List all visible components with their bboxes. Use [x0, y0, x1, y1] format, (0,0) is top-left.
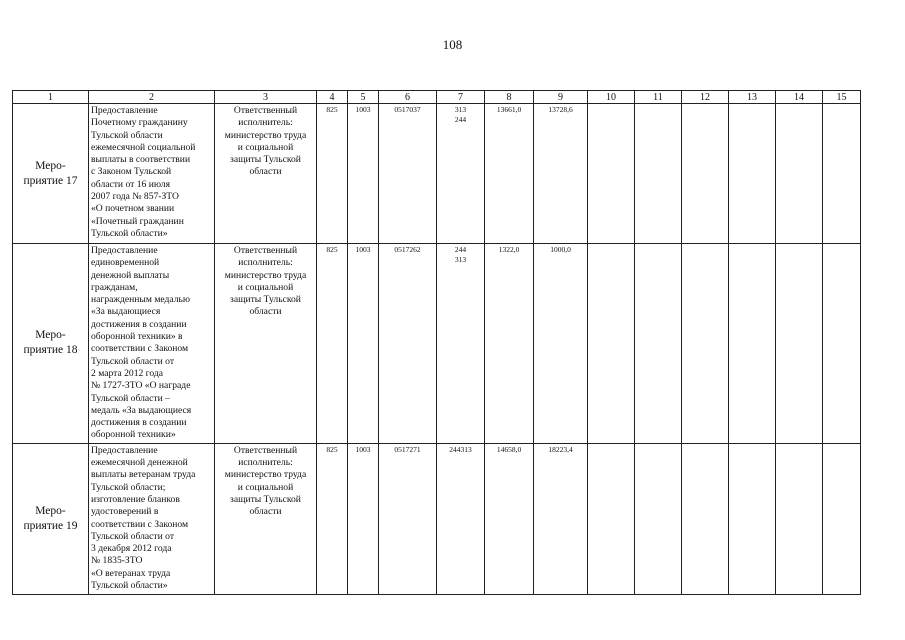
amount-col-9: 13728,6	[534, 104, 588, 244]
column-header: 14	[776, 91, 823, 104]
column-header: 8	[485, 91, 534, 104]
target-article-code: 0517262	[379, 244, 437, 444]
event-label: Меро- приятие 19	[23, 504, 78, 532]
section-code: 1003	[348, 104, 379, 244]
table-row	[13, 104, 861, 244]
page-number: 108	[442, 37, 463, 52]
column-header: 12	[682, 91, 729, 104]
column-header: 1	[13, 91, 89, 104]
amount-col-12	[682, 244, 729, 444]
column-header: 13	[729, 91, 776, 104]
target-article-code: 0517271	[379, 443, 437, 594]
column-header: 6	[379, 91, 437, 104]
amount-col-14	[776, 443, 823, 594]
amount-col-11	[635, 443, 682, 594]
column-header: 9	[534, 91, 588, 104]
expense-type-code: 313 244	[437, 104, 485, 244]
column-header: 3	[215, 91, 317, 104]
table-row	[13, 244, 861, 444]
event-label-cell	[13, 443, 89, 594]
column-header: 4	[317, 91, 348, 104]
event-label-cell	[13, 104, 89, 244]
event-description: Предоставление Почетному гражданину Тульской области ежемесячной социальной выплаты в соответствии с Законом Тульской области от 16 июля 2007 года № 857-ЗТО «О почетном звании «Почетный гражданин Тульской области»	[89, 104, 215, 244]
grbs-code: 825	[317, 443, 348, 594]
amount-col-13	[729, 104, 776, 244]
amount-col-11	[635, 104, 682, 244]
column-header: 15	[823, 91, 861, 104]
responsible-executor: Ответственный исполнитель: министерство труда и социальной защиты Тульской области	[215, 244, 317, 444]
grbs-code: 825	[317, 244, 348, 444]
amount-col-9: 18223,4	[534, 443, 588, 594]
amount-col-12	[682, 104, 729, 244]
amount-col-8: 13661,0	[485, 104, 534, 244]
responsible-executor: Ответственный исполнитель: министерство труда и социальной защиты Тульской области	[215, 443, 317, 594]
expense-type-code: 244 313	[437, 244, 485, 444]
amount-col-10	[588, 104, 635, 244]
amount-col-15	[823, 443, 861, 594]
section-code: 1003	[348, 443, 379, 594]
amount-col-8: 1322,0	[485, 244, 534, 444]
amount-col-10	[588, 244, 635, 444]
target-article-code: 0517037	[379, 104, 437, 244]
amount-col-11	[635, 244, 682, 444]
amount-col-14	[776, 244, 823, 444]
column-header: 5	[348, 91, 379, 104]
event-description: Предоставление ежемесячной денежной выплаты ветеранам труда Тульской области; изготовление бланков удостоверений в соответствии с Законом Тульской области от 3 декабря 2012 года № 1835-ЗТО «О ветеранах труда Тульской области»	[89, 443, 215, 594]
table-row	[13, 443, 861, 594]
program-table	[12, 90, 861, 595]
column-header: 10	[588, 91, 635, 104]
event-label: Меро- приятие 18	[23, 329, 78, 357]
grbs-code: 825	[317, 104, 348, 244]
column-header: 11	[635, 91, 682, 104]
column-number-row	[13, 91, 861, 104]
expense-type-code: 244313	[437, 443, 485, 594]
column-header: 7	[437, 91, 485, 104]
amount-col-13	[729, 244, 776, 444]
amount-col-13	[729, 443, 776, 594]
responsible-executor: Ответственный исполнитель: министерство труда и социальной защиты Тульской области	[215, 104, 317, 244]
amount-col-8: 14658,0	[485, 443, 534, 594]
amount-col-15	[823, 104, 861, 244]
amount-col-12	[682, 443, 729, 594]
column-header: 2	[89, 91, 215, 104]
amount-col-10	[588, 443, 635, 594]
event-label: Меро- приятие 17	[23, 159, 78, 187]
amount-col-9: 1000,0	[534, 244, 588, 444]
event-label-cell	[13, 244, 89, 444]
section-code: 1003	[348, 244, 379, 444]
amount-col-14	[776, 104, 823, 244]
amount-col-15	[823, 244, 861, 444]
event-description: Предоставление единовременной денежной выплаты гражданам, награжденным медалью «За выдающиеся достижения в создании оборонной техники» в соответствии с Законом Тульской области от 2 марта 2012 года № 1727-ЗТО «О награде Тульской области – медаль «За выдающиеся достижения в создании оборонной техники»	[89, 244, 215, 444]
